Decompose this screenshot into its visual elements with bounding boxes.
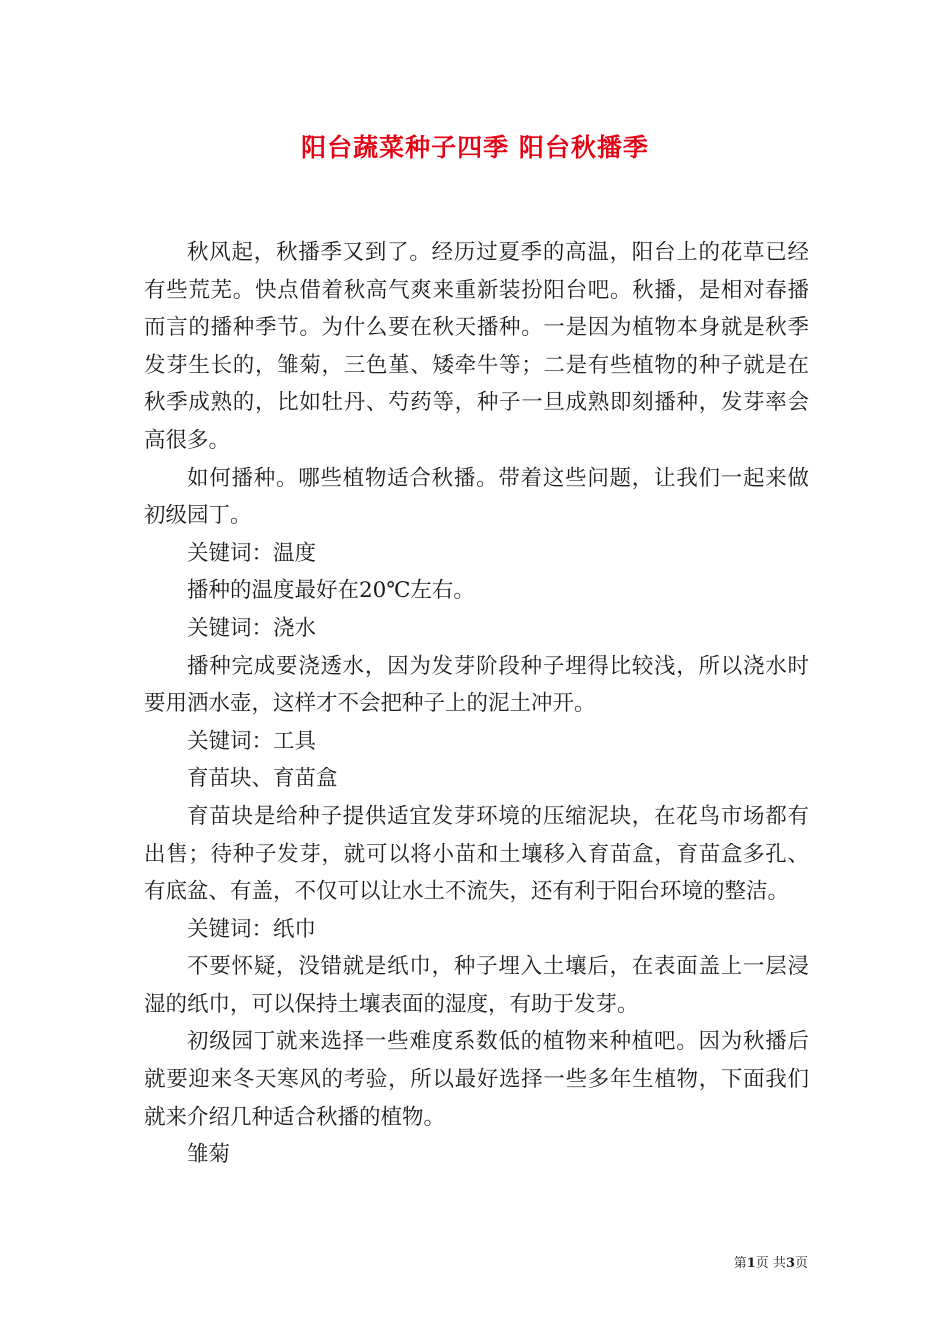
footer-middle: 页 共 <box>755 1256 786 1271</box>
keyword-heading: 关键词：温度 <box>187 540 317 566</box>
paragraph: 育苗块是给种子提供适宜发芽环境的压缩泥块，在花鸟市场都有出售；待种子发芽，就可以将小苗和土壤移入育苗盒，育苗盒多孔、有底盆、有盖，不仅可以让水土不流失，还有利于阳台环境的整洁。 <box>144 803 809 905</box>
document-title: 阳台蔬菜种子四季 阳台秋播季 <box>301 133 649 162</box>
keyword-heading: 关键词：纸巾 <box>187 916 317 942</box>
paragraph: 播种完成要浇透水，因为发芽阶段种子埋得比较浅，所以浇水时要用洒水壶，这样才不会把种子上的泥土冲开。 <box>144 653 809 717</box>
document-body <box>144 234 809 1174</box>
keyword-heading: 关键词：工具 <box>187 728 317 754</box>
footer-current-page: 1 <box>746 1256 756 1271</box>
footer-prefix: 第 <box>733 1256 747 1271</box>
footer-suffix: 页 <box>794 1256 808 1271</box>
keyword-heading: 关键词：浇水 <box>187 615 317 641</box>
paragraph: 如何播种。哪些植物适合秋播。带着这些问题，让我们一起来做初级园丁。 <box>144 465 809 529</box>
paragraph: 育苗块、育苗盒 <box>187 766 338 792</box>
paragraph: 不要怀疑，没错就是纸巾，种子埋入土壤后，在表面盖上一层浸湿的纸巾，可以保持土壤表面的湿度，有助于发芽。 <box>144 954 809 1017</box>
paragraph: 秋风起，秋播季又到了。经历过夏季的高温，阳台上的花草已经有些荒芜。快点借着秋高气爽来重新装扮阳台吧。秋播，是相对春播而言的播种季节。为什么要在秋天播种。一是因为植物本身就是秋季发芽生长的，雏菊，三色堇、矮牵牛等；二是有些植物的种子就是在秋季成熟的，比如牡丹、芍药等，种子一旦成熟即刻播种，发芽率会高很多。 <box>144 240 809 453</box>
paragraph: 播种的温度最好在20℃左右。 <box>187 578 475 604</box>
paragraph: 初级园丁就来选择一些难度系数低的植物来种植吧。因为秋播后就要迎来冬天寒风的考验，所以最好选择一些多年生植物，下面我们就来介绍几种适合秋播的植物。 <box>144 1029 809 1130</box>
footer-total-pages: 3 <box>785 1256 795 1271</box>
page-number-footer <box>734 1252 808 1271</box>
paragraph: 雏菊 <box>187 1142 231 1168</box>
